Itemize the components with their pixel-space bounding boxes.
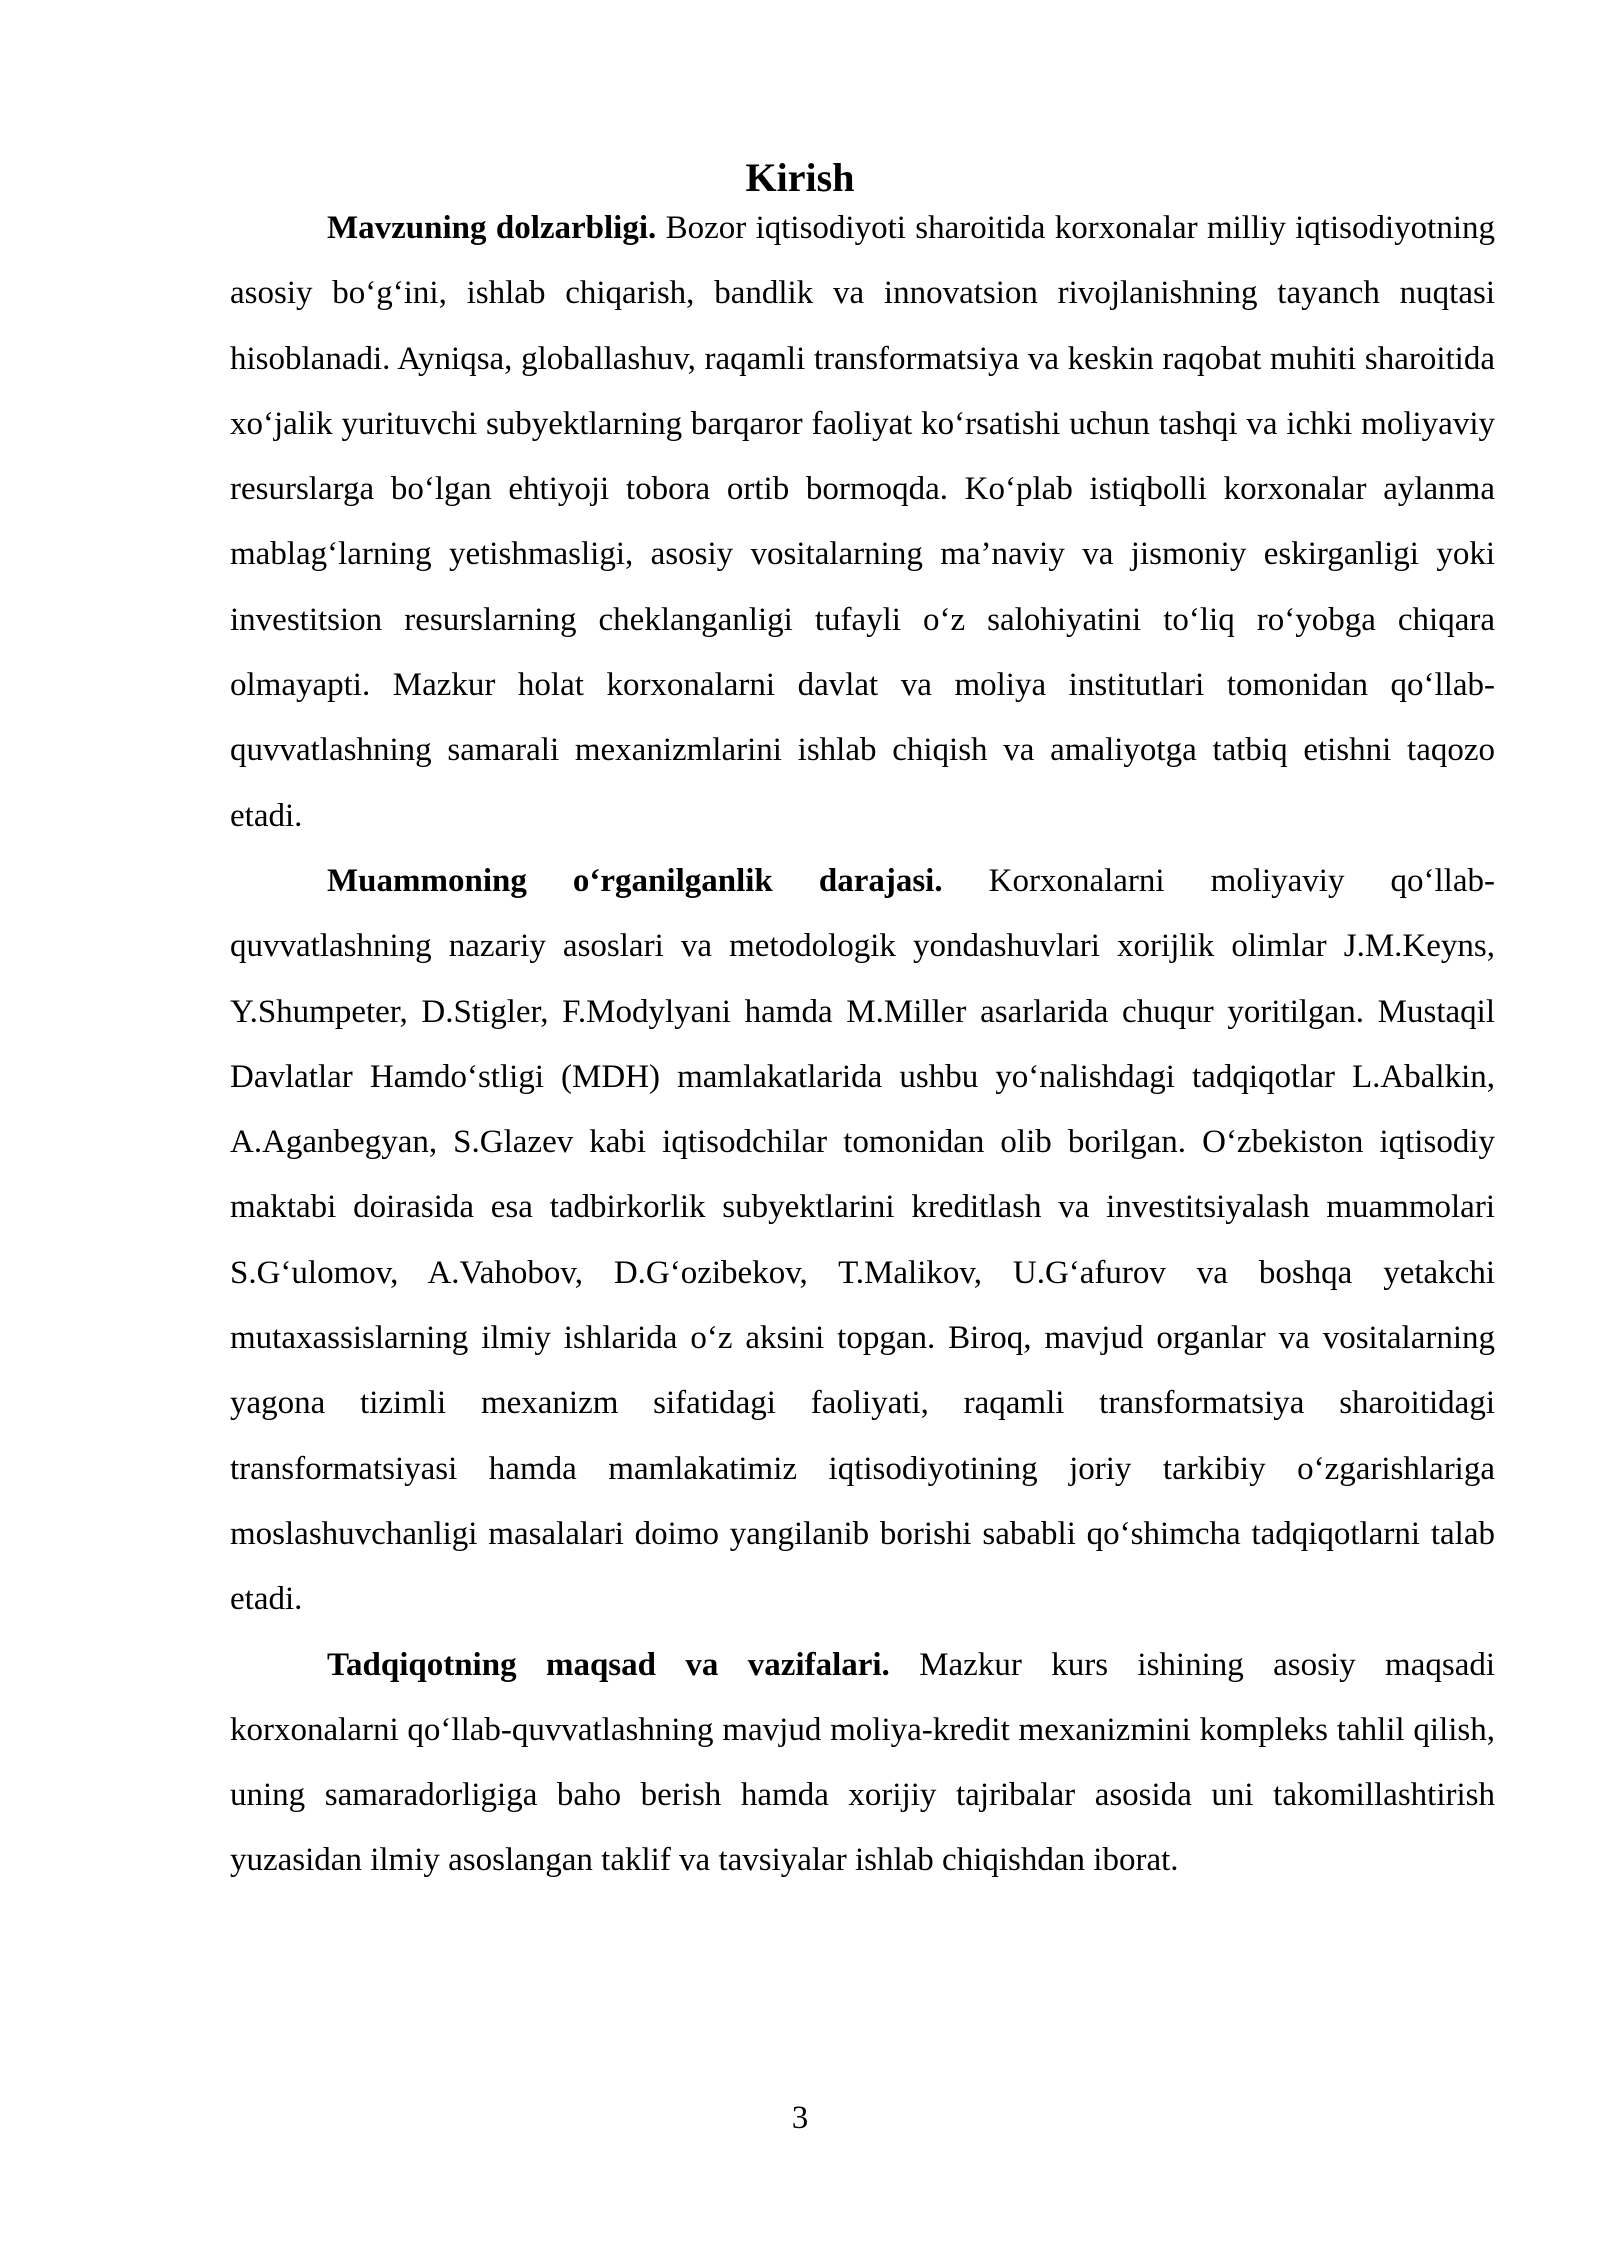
paragraph-heading: Muammoning o‘rganilganlik darajasi. <box>327 862 943 899</box>
paragraph-heading: Mavzuning dolzarbligi. <box>327 210 657 246</box>
paragraph-heading: Tadqiqotning maqsad va vazifalari. <box>327 1646 890 1683</box>
paragraph-text: Korxonalarni moliyaviy qo‘llab-quvvatlashning nazariy asoslari va metodologik yondashuvlari xorijlik olimlar J.M.Keyns, Y.Shumpeter, D.Stigler, F.Modylyani hamda M.Miller asarlarida chuqur yoritilgan. Mustaqil Davlatlar Hamdo‘stligi (MDH) mamlakatlarida ushbu yo‘nalishdagi tadqiqotlar L.Abalkin, A.Aganbegyan, S.Glazev kabi iqtisodchilar tomonidan olib borilgan. O‘zbekiston iqtisodiy maktabi doirasida esa tadbirkorlik subyektlarini kreditlash va investitsiyalash muammolari S.G‘ulomov, A.Vahobov, D.G‘ozibekov, T.Malikov, U.G‘afurov va boshqa yetakchi mutaxassislarning ilmiy ishlarida o‘z aksini topgan. Biroq, mavjud organlar va vositalarning yagona tizimli mexanizm sifatidagi faoliyati, raqamli transformatsiya sharoitidagi transformatsiyasi hamda mamlakatimiz iqtisodiyotining joriy tarkibiy o‘zgarishlariga moslashuvchanligi masalalari doimo yangilanib borishi sababli qo‘shimcha tadqiqotlarni talab etadi. <box>230 862 1495 1618</box>
paragraph-research-level <box>230 849 1495 1633</box>
document-body <box>230 196 1495 1894</box>
paragraph-text: Mazkur kurs ishining asosiy maqsadi korxonalarni qo‘llab-quvvatlashning mavjud moliya-kredit mexanizmini kompleks tahlil qilish, uning samaradorligiga baho berish hamda xorijiy tajribalar asosida uni takomillashtirish yuzasidan ilmiy asoslangan taklif va tavsiyalar ishlab chiqishdan iborat. <box>230 1646 1496 1879</box>
paragraph-text: Bozor iqtisodiyoti sharoitida korxonalar milliy iqtisodiyotning asosiy bo‘g‘ini, ishlab chiqarish, bandlik va innovatsion rivojlanishning tayanch nuqtasi hisoblanadi. Ayniqsa, globallashuv, raqamli transformatsiya va keskin raqobat muhiti sharoitida xo‘jalik yurituvchi subyektlarning barqaror faoliyat ko‘rsatishi uchun tashqi va ichki moliyaviy resurslarga bo‘lgan ehtiyoji tobora ortib bormoqda. Ko‘plab istiqbolli korxonalar aylanma mablag‘larning yetishmasligi, asosiy vositalarning ma’naviy va jismoniy eskirganligi yoki investitsion resurslarning cheklanganligi tufayli o‘z salohiyatini to‘liq ro‘yobga chiqara olmayapti. Mazkur holat korxonalarni davlat va moliya institutlari tomonidan qo‘llab-quvvatlashning samarali mexanizmlarini ishlab chiqish va amaliyotga tatbiq etishni taqozo etadi. <box>230 210 1495 834</box>
paragraph-relevance <box>230 196 1495 849</box>
page-title: Kirish <box>745 155 855 200</box>
paragraph-goals <box>230 1633 1495 1894</box>
page-number: 3 <box>791 2100 809 2136</box>
